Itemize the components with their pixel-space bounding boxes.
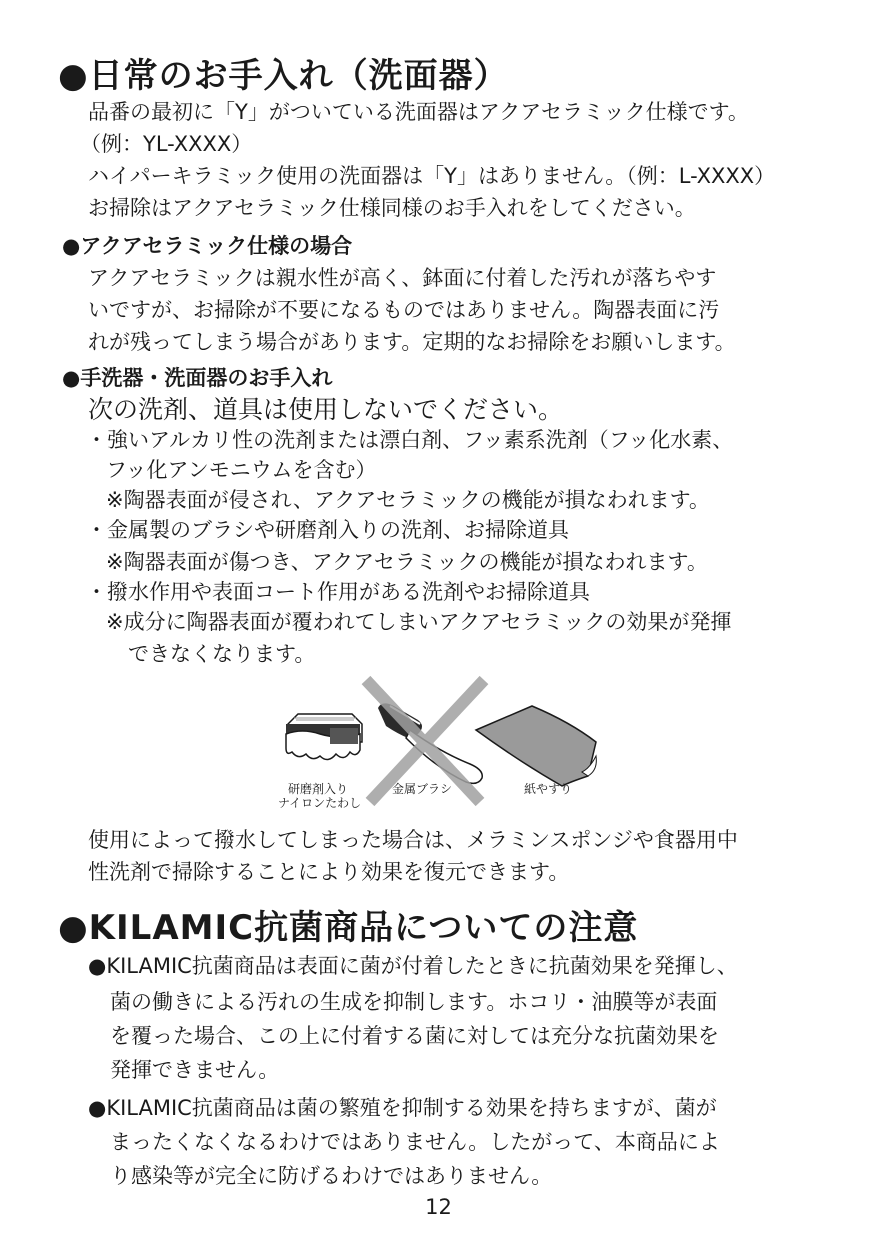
list-item: ・強いアルカリ性の洗剤または漂白剤、フッ素系洗剤（フッ化水素、 bbox=[86, 428, 734, 452]
note-line: を覆った場合、この上に付着する菌に対しては充分な抗菌効果を bbox=[110, 1024, 719, 1048]
sandpaper-icon bbox=[476, 706, 596, 786]
intro-line: 品番の最初に「Y」がついている洗面器はアクアセラミック仕様です。 bbox=[88, 100, 749, 124]
list-note: ※成分に陶器表面が覆われてしまいアクアセラミックの効果が発揮 bbox=[106, 610, 732, 634]
subsection-title-aqua-ceramic: ●アクアセラミック仕様の場合 bbox=[62, 234, 353, 258]
list-item: ・金属製のブラシや研磨剤入りの洗剤、お掃除道具 bbox=[86, 518, 569, 542]
list-item: フッ化アンモニウムを含む） bbox=[106, 458, 377, 482]
section-title-daily-care: ●日常のお手入れ（洗面器） bbox=[58, 56, 509, 96]
caption-metal-brush: 金属ブラシ bbox=[392, 782, 453, 796]
body-line: れが残ってしまう場合があります。定期的なお掃除をお願いします。 bbox=[88, 330, 736, 354]
list-note: ※陶器表面が傷つき、アクアセラミックの機能が損なわれます。 bbox=[106, 550, 708, 574]
list-note: ※陶器表面が侵され、アクアセラミックの機能が損なわれます。 bbox=[106, 488, 710, 512]
note-line: まったくなくなるわけではありません。したがって、本商品によ bbox=[110, 1130, 720, 1154]
note-line: 発揮できません。 bbox=[110, 1058, 280, 1082]
intro-line: お掃除はアクアセラミック仕様同様のお手入れをしてください。 bbox=[88, 196, 696, 220]
note-line: 菌の働きによる汚れの生成を抑制します。ホコリ・油膜等が表面 bbox=[110, 990, 718, 1014]
body-line: アクアセラミックは親水性が高く、鉢面に付着した汚れが落ちやす bbox=[88, 266, 717, 290]
intro-line: （例：YL-XXXX） bbox=[80, 132, 253, 156]
warning-lead: 次の洗剤、道具は使用しないでください。 bbox=[88, 395, 564, 424]
section-title-kilamic: ●KILAMIC抗菌商品についての注意 bbox=[58, 908, 639, 948]
body-line: いですが、お掃除が不要になるものではありません。陶器表面に汚 bbox=[88, 298, 720, 322]
caption-sandpaper: 紙やすり bbox=[524, 782, 573, 796]
subsection-title-basin-care: ●手洗器・洗面器のお手入れ bbox=[62, 366, 333, 390]
note-line: り感染等が完全に防げるわけではありません。 bbox=[110, 1164, 553, 1188]
prohibited-tools-illustration bbox=[270, 672, 610, 812]
list-item: ・撥水作用や表面コート作用がある洗剤やお掃除道具 bbox=[86, 580, 590, 604]
sponge-icon bbox=[286, 714, 362, 760]
page-number: 12 bbox=[425, 1195, 452, 1219]
note-line: ●KILAMIC抗菌商品は菌の繁殖を抑制する効果を持ちますが、菌が bbox=[88, 1096, 717, 1120]
caption-nylon-scrub-2: ナイロンたわし bbox=[278, 796, 362, 810]
body-line: 使用によって撥水してしまった場合は、メラミンスポンジや食器用中 bbox=[88, 828, 738, 852]
note-line: ●KILAMIC抗菌商品は表面に菌が付着したときに抗菌効果を発揮し、 bbox=[88, 954, 738, 978]
list-note: できなくなります。 bbox=[128, 642, 316, 666]
intro-line: ハイパーキラミック使用の洗面器は「Y」はありません。（例：L-XXXX） bbox=[88, 164, 776, 188]
caption-nylon-scrub-1: 研磨剤入り bbox=[288, 782, 349, 796]
body-line: 性洗剤で掃除することにより効果を復元できます。 bbox=[88, 860, 570, 884]
